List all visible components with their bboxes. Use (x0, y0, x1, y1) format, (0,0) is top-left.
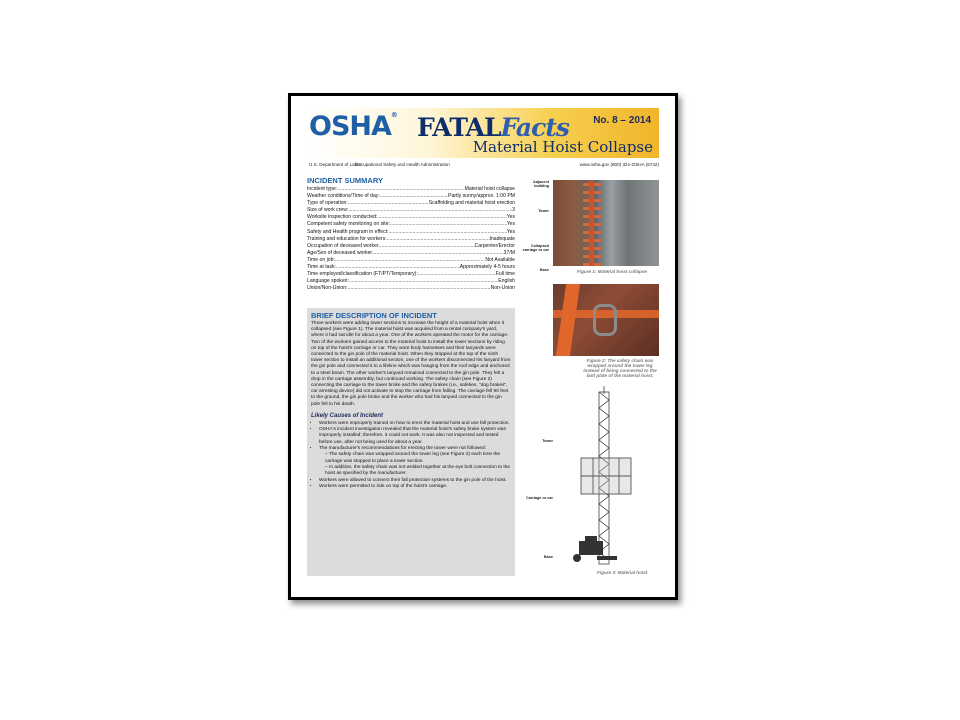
summary-row-label: Safety and Health program in effect: (307, 228, 389, 235)
fatal-facts-document (288, 93, 678, 600)
material-hoist-drawing (541, 386, 659, 566)
summary-row-label: Worksite inspection conducted: (307, 214, 378, 221)
cause-item: • Workers were improperly trained on how to erect the material hoist and use fall protection. (319, 421, 511, 427)
summary-row-value: Yes (506, 228, 515, 235)
dot-leader (387, 236, 490, 243)
fig1-label-carriage: Collapsed carriage or car (522, 244, 549, 252)
brief-description-text: Three workers were adding tower sections to increase the height of a material hoist when it collapsed (see Figure 1). The material hoist was acquired from a rental company's yard, where it had sat idle for about a year. One of the workers operated the motor for the carriage. Two of the workers gained access to the material hoist to install the tower sections by riding on top of the hoist's carriage or car. They wore body harnesses and their lanyards were connected to the gin pole of the material hoist. When they stopped at the top of the ninth tower section to install an additional section, one of the workers disconnected his lanyard from the gin pole and connected it to a lifeline which was hanging from the roof edge and anchored to a steel beam. The other worker's lanyard remained connected to the gin pole. They felt a drop in the carriage assembly, but continued working. The safety chain (see Figure 2) connecting the carriage to the tower broke and the safety brakes (i.e., safeties, "dog brakes", car arresting device) did not activate to stop the carriage from falling. The carriage fell 90 feet to the ground, the gin pole broke and the worker who had his lanyard connected to the gin pole fell to his death. (311, 321, 511, 407)
cause-item: • Workers were allowed to connect their fall protection systems to the gin pole of the hoist. (319, 478, 511, 484)
summary-row-value: Scaffolding and material hoist erection (428, 200, 515, 207)
summary-row-label: Training and education for workers: (307, 235, 387, 242)
summary-row-value: 3 (512, 207, 515, 214)
summary-row (307, 186, 515, 193)
sub-cause-item: – The safety chain was wrapped around the tower leg (see Figure 2) each time the carriage was stopped to place a tower section. (325, 452, 511, 465)
summary-row-label: Incident type: (307, 186, 338, 192)
cause-item: • OSHA's incident investigation revealed that the material hoist's safety brake system was improperly installed; therefore, it could not work. It was also not inspected and tested before use, after not being used for about a year. (319, 427, 511, 446)
summary-row (307, 193, 515, 200)
summary-row (307, 271, 515, 278)
dot-leader (388, 229, 506, 236)
summary-row-value: English (498, 278, 515, 285)
summary-row (307, 221, 515, 228)
likely-causes-title: Likely Causes of Incident (311, 412, 384, 419)
document-header (305, 108, 659, 158)
issue-number: No. 8 – 2014 (593, 115, 651, 126)
summary-row-value: Approximately 4-5 hours (459, 264, 515, 271)
dot-leader (380, 193, 448, 200)
cause-item: • Workers were permitted to ride on top of the hoist's carriage. (319, 484, 511, 490)
contact-info: www.osha.gov (800) 321-OSHA (6742) (579, 162, 659, 167)
summary-row-label: Competent safety monitoring on site: (307, 221, 390, 228)
dot-leader (348, 200, 429, 207)
fig1-label-tower: Tower (538, 209, 549, 213)
summary-row-label: Time on job: (307, 256, 335, 263)
summary-row-label: Occupation of deceased worker (307, 242, 379, 249)
fig1-label-building: Adjacent building (532, 180, 549, 188)
department-name: U.S. Department of Labor (309, 162, 362, 167)
summary-row-value: Material hoist collapse (464, 186, 515, 192)
document-title: Material Hoist Collapse (472, 138, 653, 156)
figure-2-caption: Figure 2: The safety chain was wrapped around the tower leg instead of being connected to the bolt plate of the material hoist. (583, 358, 657, 378)
dot-leader (335, 257, 486, 264)
fig3-label-base: Base (543, 555, 553, 559)
summary-row-value: Not Available (485, 256, 515, 263)
fig1-label-base: Base (539, 268, 549, 272)
cause-item: • The manufacturer's recommendations for erecting the tower were not followed: – The safety chain was wrapped around the tower leg (see Figure 2) each time the carriage was stopped to place a tower section. – In addition, the safety chain was not welded together at the eye bolt connection to the hoist as specified by the manufacturer. (319, 446, 511, 477)
sub-cause-item: – In addition, the safety chain was not welded together at the eye bolt connection to the hoist as specified by the manufacturer. (325, 465, 511, 478)
summary-row-value: Yes (506, 214, 515, 221)
sub-causes-list (319, 452, 511, 477)
summary-row (307, 257, 515, 264)
dot-leader (390, 221, 507, 228)
dot-leader (379, 243, 475, 250)
dot-leader (337, 186, 464, 193)
summary-row-value: Carpenter/Erector (474, 242, 515, 249)
brief-description-title: BRIEF DESCRIPTION OF INCIDENT (311, 311, 437, 320)
summary-row (307, 264, 515, 271)
dot-leader (336, 264, 460, 271)
summary-row-value: Inadequate (489, 235, 515, 242)
summary-row-label: Union/Non-Union: (307, 285, 348, 292)
figure-1-caption: Figure 1: Material hoist collapse (577, 269, 647, 274)
summary-row-label: Time employed/classification (FT/PT/Temporary): (307, 271, 418, 278)
figure-1-photo (553, 180, 659, 266)
summary-row (307, 250, 515, 257)
summary-row-label: Language spoken: (307, 278, 349, 285)
summary-row (307, 229, 515, 236)
summary-row-value: Full time (495, 271, 515, 278)
summary-row-label: Size of work crew: (307, 207, 349, 214)
summary-row-value: Partly sunny/approx. 1:00 PM (448, 193, 515, 200)
osha-logo: OSHA® (309, 111, 397, 142)
fatal-facts-title: FATALFacts (417, 113, 569, 142)
summary-row-label: Weather conditions/Time of day: (307, 193, 380, 200)
fig3-label-carriage: Carriage or car (525, 496, 553, 500)
incident-summary-title: INCIDENT SUMMARY (307, 176, 383, 185)
summary-row (307, 278, 515, 285)
summary-row (307, 200, 515, 207)
summary-row (307, 207, 515, 214)
summary-row-label: Age/Sex of deceased worker (307, 249, 373, 256)
agency-name: Occupational Safety and Health Administration (355, 162, 450, 167)
summary-row-value: Non-Union (490, 285, 515, 292)
summary-row (307, 214, 515, 221)
summary-row-label: Type of operation: (307, 200, 348, 207)
brief-description-box (307, 308, 515, 576)
summary-row-label: Time at task: (307, 264, 336, 271)
summary-row-value: 37/M (503, 249, 515, 256)
summary-row (307, 285, 515, 292)
dot-leader (348, 285, 491, 292)
dot-leader (372, 250, 504, 257)
incident-summary (307, 176, 515, 292)
summary-rows (307, 186, 515, 292)
figure-3-illustration (541, 386, 659, 566)
likely-causes-list (311, 421, 511, 490)
summary-row (307, 236, 515, 243)
figure-3-caption: Figure 3: Material hoist (597, 570, 648, 575)
summary-row (307, 243, 515, 250)
figure-2-photo (553, 284, 659, 356)
dot-leader (377, 214, 506, 221)
dot-leader (348, 207, 512, 214)
summary-row-value: Yes (506, 221, 515, 228)
dot-leader (349, 278, 498, 285)
dot-leader (418, 271, 496, 278)
fig3-label-tower: Tower (542, 439, 553, 443)
